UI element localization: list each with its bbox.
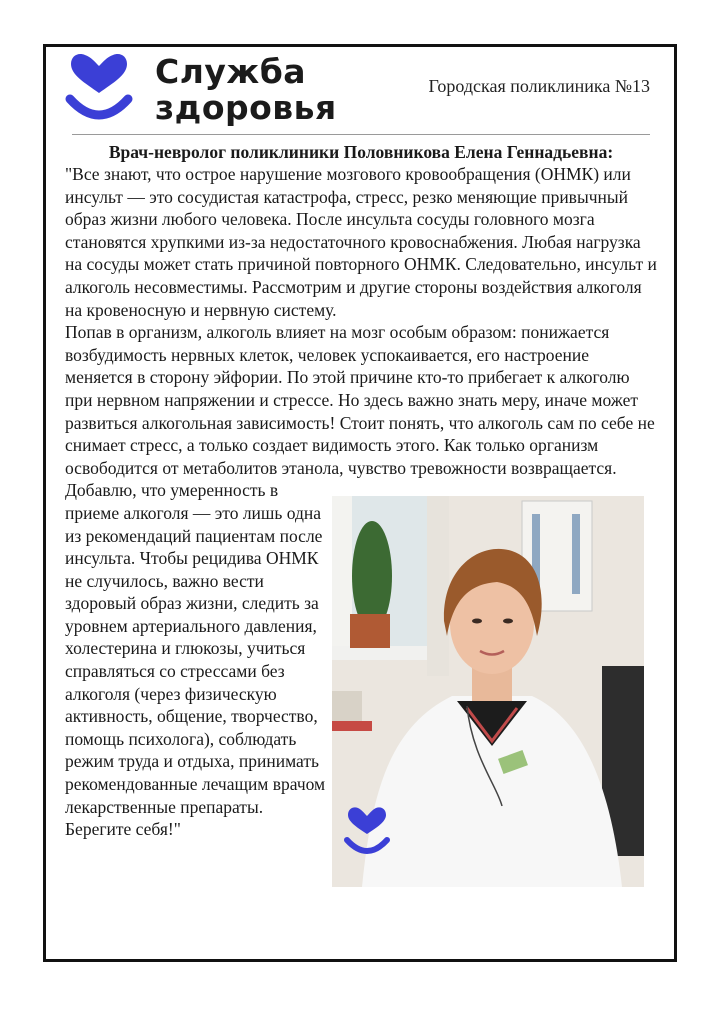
article-paragraph-3: Добавлю, что умеренность в приеме алкоголя — это лишь одна из рекомендаций пациентам после инсульта. Чтобы рецидива ОНМК не случилось, важно вести здоровый образ жизни, следить за уровнем артериального давления, холестерина и глюкозы, учиться справляться со стрессами без алкоголя (через физическую активность, общение, творчество, помощь психолога), соблюдать режим труда и отдыха, принимать рекомендованные лечащим врачом лекарственные препараты. Берегите себя!" (65, 480, 326, 840)
article-heading: Врач-невролог поликлиники Половникова Елена Геннадьевна: (108, 142, 614, 162)
brand-line-1: Служба (155, 52, 307, 91)
doctor-photo (332, 496, 644, 887)
heart-smile-logo-icon (65, 53, 133, 125)
clinic-name: Городская поликлиника №13 (428, 76, 650, 96)
brand-name (155, 54, 337, 126)
doctor-photo-illustration (332, 496, 644, 887)
article-paragraph-1: "Все знают, что острое нарушение мозгового кровообращения (ОНМК) или инсульт — это сосудистая катастрофа, стресс, резко меняющие привычный образ жизни любого человека. После инсульта сосуды головного мозга становятся хрупкими из-за недостаточного кровоснабжения. Любая нагрузка на сосуды может стать причиной повторного ОНМК. Следовательно, инсульт и алкоголь несовместимы. Рассмотрим и другие стороны воздействия алкоголя на кровеносную и нервную систему. (65, 164, 657, 320)
article (65, 141, 657, 889)
article-paragraph-2: Попав в организм, алкоголь влияет на мозг особым образом: понижается возбудимость нервных клеток, человек успокаивается, его настроение меняется в сторону эйфории. По этой причине кто-то прибегает к алкоголю при нервном напряжении и стрессе. Но здесь важно знать меру, иначе может развиться алкогольная зависимость! Стоит понять, что алкоголь сам по себе не снимает стресс, а только создает видимость этого. Как только организм освободится от метаболитов этанола, чувство тревожности возвращается. (65, 322, 655, 478)
brand-line-2: здоровья (155, 88, 337, 127)
header (65, 50, 655, 132)
article-lower-section (65, 479, 657, 889)
header-divider (72, 134, 650, 135)
